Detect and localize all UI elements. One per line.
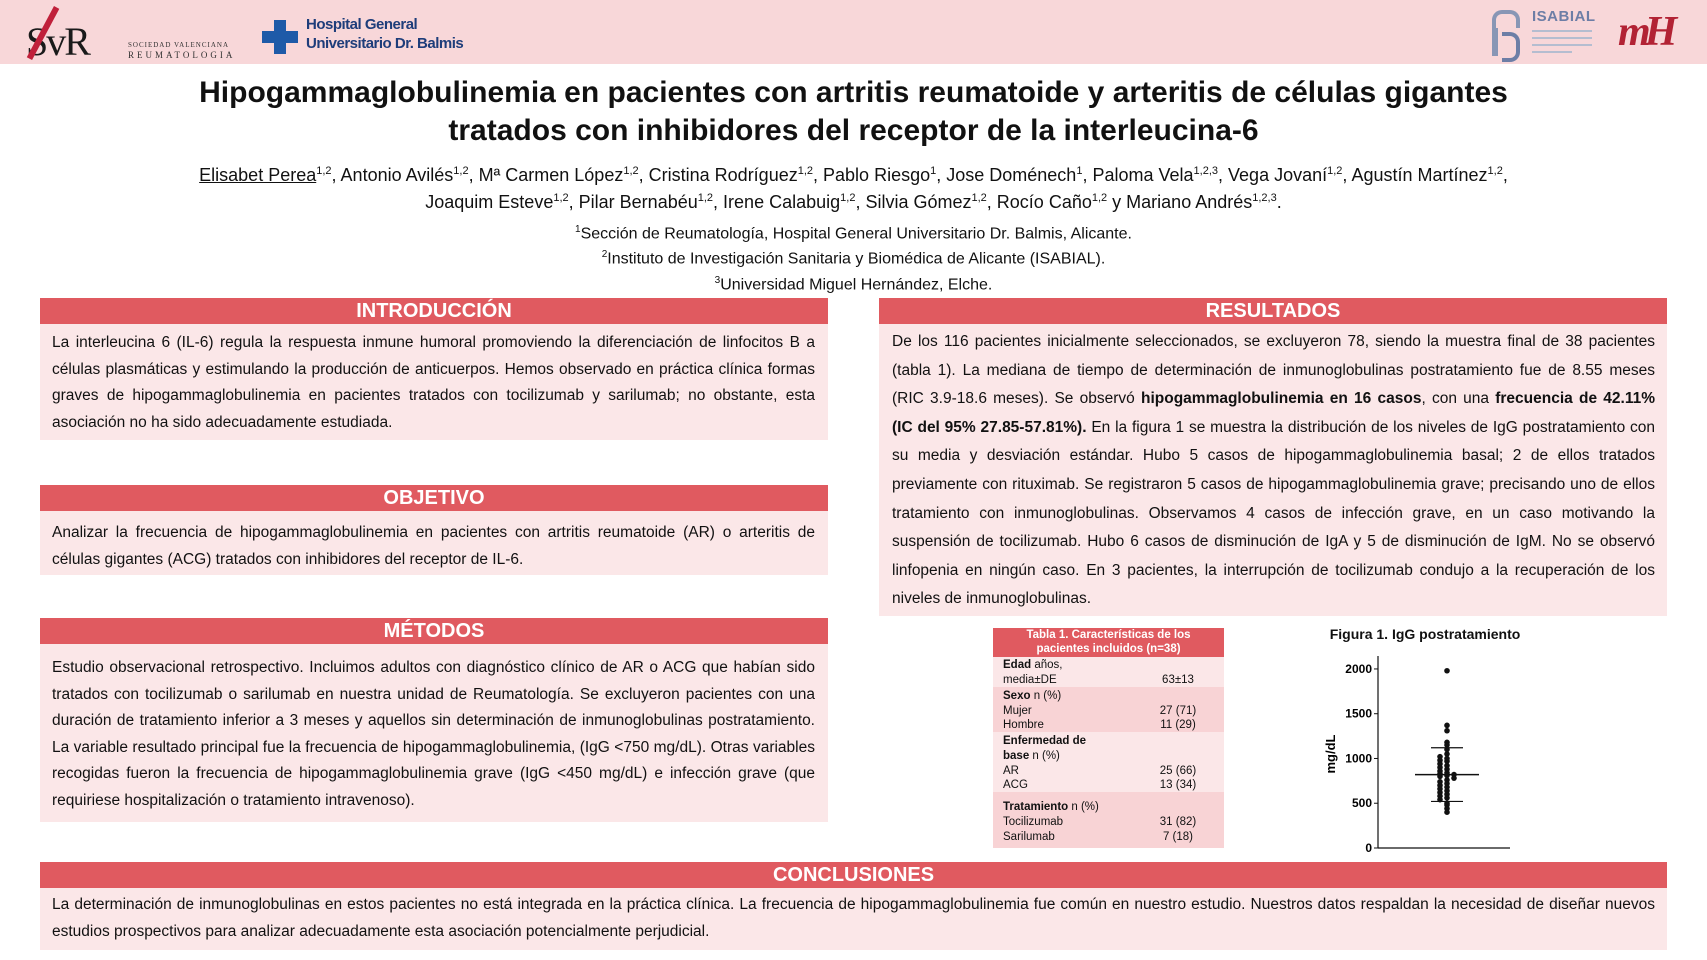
- table-1-title: Tabla 1. Características de los pacientes incluidos (n=38): [993, 628, 1224, 657]
- umh-logo: [1618, 8, 1676, 58]
- author-affiliation-sup: 1: [930, 165, 937, 177]
- data-point: [1444, 668, 1450, 674]
- isabial-logo-fineprint: [1532, 37, 1592, 39]
- author-affiliation-sup: 1,2: [623, 165, 639, 177]
- author-name: Agustín Martínez: [1351, 165, 1488, 185]
- figure-1-title: Figura 1. IgG postratamiento: [1329, 626, 1521, 642]
- y-tick-label: 1000: [1345, 751, 1372, 766]
- author-separator: ,: [713, 192, 724, 212]
- author-name: Mª Carmen López: [478, 165, 624, 185]
- author-separator: y: [1107, 192, 1127, 212]
- introduccion-heading: INTRODUCCIÓN: [40, 298, 828, 324]
- poster-title: [60, 74, 1647, 150]
- y-tick-label: 500: [1351, 796, 1372, 811]
- author-name: Mariano Andrés: [1126, 192, 1253, 212]
- isabial-logo: [1490, 6, 1600, 58]
- author-affiliation-sup: 1,2: [971, 192, 987, 204]
- hospital-logo-line1: Hospital General: [306, 16, 418, 33]
- author-name: Rocío Caño: [996, 192, 1092, 212]
- author-name: Antonio Avilés: [340, 165, 454, 185]
- umh-logo-text: mH: [1618, 9, 1672, 55]
- author-name: Vega Jovaní: [1228, 165, 1328, 185]
- data-point: [1444, 809, 1450, 815]
- author-separator: ,: [986, 192, 997, 212]
- author-name: Jose Doménech: [946, 165, 1077, 185]
- author-affiliation-sup: 1,2: [697, 192, 714, 204]
- y-axis-label: mg/dL: [1323, 734, 1338, 774]
- author-name: Pilar Bernabéu: [578, 192, 698, 212]
- table-1: Tabla 1. Características de los pacientes incluidos (n=38) Edad años, media±DE 63±13 Sexo n (%) Mujer 27 (71) Hombre 11 (29) Enfermedad de base n (%) AR 25 (66) ACG 13 (34) Tratamiento n (%) Tocilizumab 31 (82) Sarilumab 7 (18): [993, 628, 1224, 848]
- author-separator: ,: [813, 165, 824, 185]
- data-point: [1444, 723, 1450, 729]
- author-affiliation-sup: 1,2: [553, 192, 569, 204]
- author-separator: ,: [936, 165, 947, 185]
- hospital-logo: [262, 16, 462, 56]
- y-tick-label: 2000: [1345, 661, 1372, 676]
- conclusiones-body: La determinación de inmunoglobulinas en estos pacientes no está integrada en la práctica clínica. La frecuencia de hipogammaglobulinemia fue común en nuestro estudio. Nuestros datos respaldan la necesidad de diseñar nuevos estudios prospectivos para analizar adecuadamente esta asociación potencialmente perjudicial.: [52, 896, 1655, 940]
- author-name: Elisabet Perea: [199, 165, 317, 185]
- author-affiliation-sup: 1,2,3: [1193, 165, 1219, 177]
- author-name: Irene Calabuig: [723, 192, 841, 212]
- author-affiliation-sup: 1,2: [1327, 165, 1343, 177]
- author-affiliation-sup: 1,2: [316, 165, 332, 177]
- author-separator: .: [1276, 192, 1282, 212]
- isabial-logo-name: ISABIAL: [1532, 8, 1596, 25]
- svr-logo-line2: REUMATOLOGIA: [128, 50, 236, 60]
- isabial-logo-fineprint: [1532, 51, 1572, 53]
- svr-logo: [26, 6, 236, 64]
- data-point: [1451, 775, 1457, 781]
- affiliation-1: $^1$Sección de Reumatología, Hospital General Universitario Dr. Balmis, Alicante.: [575, 224, 1132, 243]
- author-separator: ,: [638, 165, 649, 185]
- figure-1-chart: [1320, 648, 1520, 858]
- author-name: Joaquim Esteve: [425, 192, 554, 212]
- author-name: Paloma Vela: [1092, 165, 1194, 185]
- author-separator: ,: [855, 192, 866, 212]
- hospital-cross-icon: [262, 20, 302, 54]
- author-separator: ,: [1082, 165, 1093, 185]
- author-affiliation-sup: 1,2: [453, 165, 469, 177]
- affiliation-3: $^3$Universidad Miguel Hernández, Elche.: [714, 274, 993, 293]
- author-separator: ,: [568, 192, 579, 212]
- svr-logo-line1: SOCIEDAD VALENCIANA: [128, 41, 229, 49]
- y-tick-label: 0: [1365, 841, 1372, 855]
- y-tick-label: 1500: [1345, 706, 1372, 721]
- authors-line1: [60, 160, 1647, 187]
- author-affiliation-sup: 1: [1076, 165, 1083, 177]
- isabial-logo-fineprint: [1532, 44, 1592, 46]
- author-affiliation-sup: 1,2: [1487, 165, 1503, 177]
- introduccion-body: La interleucina 6 (IL-6) regula la respuesta inmune humoral promoviendo la diferenciación de linfocitos B a células plasmáticas y estimulando la producción de anticuerpos. Hemos observado en práctica clínica formas graves de hipogammaglobulinemia en pacientes tratados con tocilizumab y sarilumab; no obstante, esta asociación no ha sido adecuadamente estudiada.: [52, 334, 815, 431]
- authors-line2: [60, 187, 1647, 214]
- metodos-body: Estudio observacional retrospectivo. Incluimos adultos con diagnóstico clínico de AR o ACG que habían sido tratados con tocilizumab o sarilumab en nuestra unidad de Reumatología. Se excluyeron pacientes con una duración de tratamiento inferior a 3 meses y aquellos sin determinación de inmunoglobulinas postratamiento. La variable resultado principal fue la frecuencia de hipogammaglobulinemia, (IgG <750 mg/dL). Otras variables recogidas fueron la frecuencia de hipogammaglobulinemia grave (IgG <450 mg/dL) e infección grave (que requiriese hospitalización o tratamiento intravenoso).: [52, 659, 815, 809]
- data-point: [1444, 728, 1450, 734]
- objetivo-heading: OBJETIVO: [40, 485, 828, 511]
- authors: [60, 160, 1647, 214]
- author-name: Cristina Rodríguez: [648, 165, 798, 185]
- hospital-logo-line2: Universitario Dr. Balmis: [306, 35, 464, 52]
- affiliations: [60, 219, 1647, 295]
- resultados-heading: RESULTADOS: [879, 298, 1667, 324]
- author-affiliation-sup: 1,2: [840, 192, 856, 204]
- author-separator: ,: [1502, 165, 1508, 185]
- author-name: Pablo Riesgo: [823, 165, 931, 185]
- author-separator: ,: [468, 165, 479, 185]
- isabial-mark-icon: [1492, 10, 1516, 56]
- affiliation-2: $^2$Instituto de Investigación Sanitaria y Biomédica de Alicante (ISABIAL).: [601, 249, 1106, 268]
- svr-logo-main: SvR: [26, 19, 89, 64]
- author-separator: ,: [1218, 165, 1229, 185]
- author-separator: ,: [331, 165, 341, 185]
- author-affiliation-sup: 1,2: [797, 165, 814, 177]
- author-name: Silvia Gómez: [865, 192, 972, 212]
- resultados-body: De los 116 pacientes inicialmente seleccionados, se excluyeron 78, siendo la muestra final de 38 pacientes (tabla 1). La mediana de tiempo de determinación de inmunoglobulinas postratamiento fue de 8.55 meses (RIC 3.9-18.6 meses). Se observó hipogammaglobulinemia en 16 casos, con una frecuencia de 42.11% (IC del 95% 27.85-57.81%). En la figura 1 se muestra la distribución de los niveles de IgG postratamiento con su media y desviación estándar. Hubo 5 casos de hipogammaglobulinemia basal; 2 de ellos tratados previamente con rituximab. Se registraron 5 casos de hipogammaglobulinemia grave; precisando uno de ellos tratamiento con inmunoglobulinas. Observamos 4 casos de infección grave, en un caso motivando la suspensión de tocilizumab. Hubo 6 casos de disminución de IgA y 5 de disminución de IgM. No se observó linfopenia en ningún caso. En 3 pacientes, la interrupción de tocilizumab condujo a la recuperación de los niveles de inmunoglobulinas.: [892, 333, 1655, 608]
- author-separator: ,: [1342, 165, 1352, 185]
- conclusiones-heading: CONCLUSIONES: [40, 862, 1667, 888]
- poster-title-line1: Hipogammaglobulinemia en pacientes con artritis reumatoide y arteritis de células gigantes: [199, 76, 1508, 109]
- poster-title-line2: tratados con inhibidores del receptor de la interleucina-6: [448, 114, 1259, 147]
- metodos-heading: MÉTODOS: [40, 618, 828, 644]
- objetivo-body: Analizar la frecuencia de hipogammaglobulinemia en pacientes con artritis reumatoide (AR) o arteritis de células gigantes (ACG) tratados con inhibidores del receptor de IL-6.: [52, 524, 815, 568]
- isabial-logo-fineprint: [1532, 30, 1592, 32]
- author-affiliation-sup: 1,2: [1091, 192, 1108, 204]
- author-affiliation-sup: 1,2,3: [1252, 192, 1277, 204]
- header-band: [0, 0, 1707, 64]
